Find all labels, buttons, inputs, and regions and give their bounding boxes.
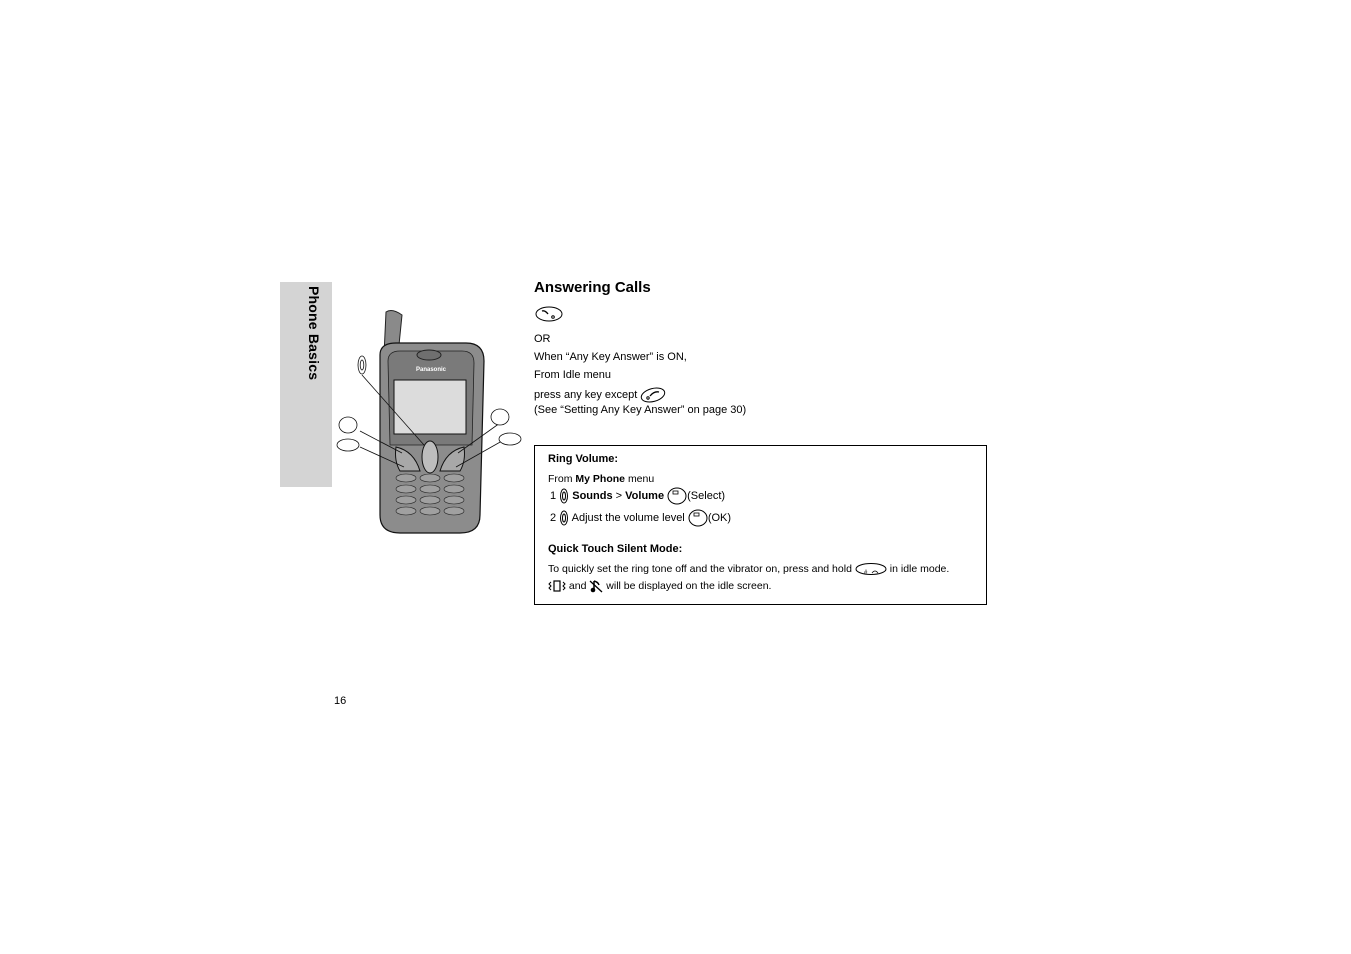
- menu-suffix: menu: [627, 473, 655, 485]
- idle-mode-text: in idle mode.: [889, 562, 950, 575]
- navigation-key-icon: [358, 356, 366, 374]
- from-menu-line: [548, 473, 654, 485]
- volume-menu: Volume: [625, 489, 665, 502]
- display-text: will be displayed on the idle screen.: [606, 579, 772, 592]
- press-any-key-text: press any key except: [534, 388, 638, 401]
- send-key-icon: [535, 305, 563, 323]
- svg-text:#: #: [863, 570, 868, 576]
- or-text: OR: [534, 333, 551, 345]
- info-box: [534, 445, 987, 605]
- from-idle-text: From Idle menu: [534, 369, 612, 381]
- from-prefix: From: [548, 473, 573, 485]
- see-reference: (See “Setting Any Key Answer” on page 30): [534, 404, 747, 416]
- and-text: and: [568, 579, 587, 592]
- side-tab-label: Phone Basics: [306, 286, 322, 381]
- side-tab: [280, 282, 332, 487]
- navigation-key-icon: [559, 510, 569, 526]
- step-number: 1: [550, 489, 557, 502]
- ring-volume-title: Ring Volume:: [548, 453, 619, 465]
- adjust-volume-text: Adjust the volume level: [571, 511, 685, 524]
- ringer-off-icon: [589, 579, 603, 593]
- navigation-key-icon: [559, 488, 569, 504]
- step-2: [550, 508, 731, 528]
- step-number: 2: [550, 511, 557, 524]
- soft-key-icon: [688, 508, 708, 528]
- select-label: (Select): [687, 489, 726, 502]
- vibrate-icon: [548, 579, 566, 593]
- step-1: [550, 486, 725, 506]
- my-phone-menu: My Phone: [575, 473, 626, 485]
- phone-brand-text: Panasonic: [415, 367, 447, 373]
- end-key-icon: [640, 386, 666, 404]
- silent-mode-line-2: [548, 579, 771, 593]
- press-any-key-row: [534, 386, 666, 404]
- silent-instructions: To quickly set the ring tone off and the vibrator on, press and hold: [548, 562, 852, 575]
- ok-label: (OK): [707, 511, 732, 524]
- sounds-menu: Sounds: [572, 489, 613, 502]
- any-key-condition: When “Any Key Answer” is ON,: [534, 351, 687, 363]
- phone-illustration: [334, 305, 524, 540]
- section-title: Answering Calls: [534, 279, 651, 296]
- path-separator: >: [615, 489, 623, 502]
- hash-key-icon: [855, 561, 887, 577]
- page-number: 16: [334, 695, 347, 707]
- silent-mode-line-1: [548, 561, 949, 577]
- soft-key-icon: [667, 486, 687, 506]
- silent-mode-title: Quick Touch Silent Mode:: [548, 543, 683, 555]
